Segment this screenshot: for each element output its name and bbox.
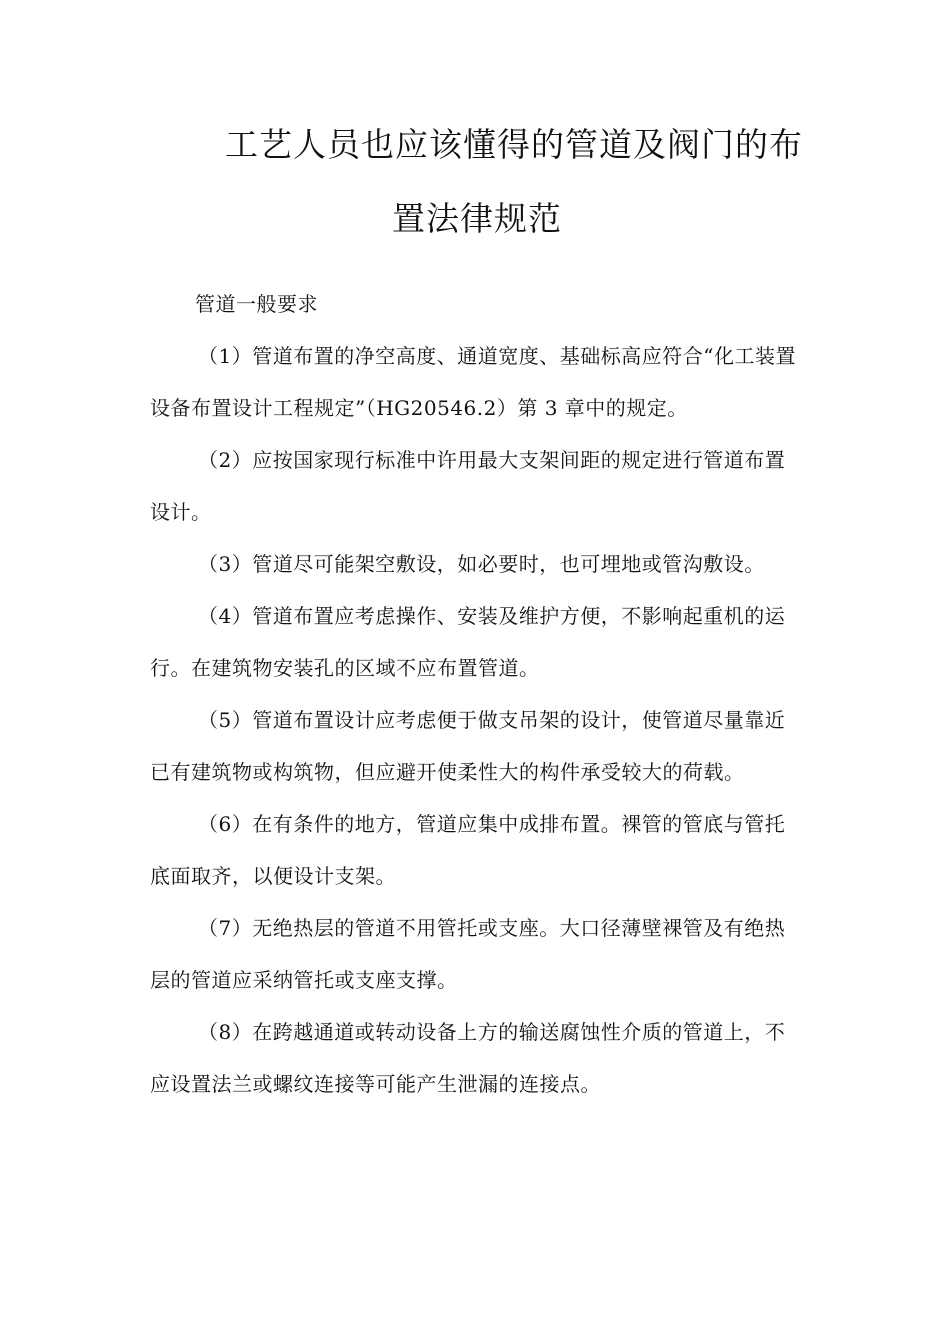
document-body (150, 278, 800, 1110)
paragraph-7: （7）无绝热层的管道不用管托或支座。大口径薄壁裸管及有绝热层的管道应采纳管托或支座支撑。 (150, 916, 786, 992)
paragraph-3: （3）管道尽可能架空敷设，如必要时，也可埋地或管沟敷设。 (198, 552, 765, 576)
paragraph-8: （8）在跨越通道或转动设备上方的输送腐蚀性介质的管道上，不应设置法兰或螺纹连接等可能产生泄漏的连接点。 (150, 1020, 786, 1096)
paragraph-6: （6）在有条件的地方，管道应集中成排布置。裸管的管底与管托底面取齐，以便设计支架。 (150, 812, 786, 888)
document-title-line-2: 置法律规范 (392, 199, 562, 238)
document-title-line-1: 工艺人员也应该懂得的管道及阀门的布 (225, 125, 803, 164)
section-heading: 管道一般要求 (195, 292, 318, 316)
paragraph-5: （5）管道布置设计应考虑便于做支吊架的设计，使管道尽量靠近已有建筑物或构筑物，但应避开使柔性大的构件承受较大的荷载。 (150, 708, 786, 784)
paragraph-4: （4）管道布置应考虑操作、安装及维护方便，不影响起重机的运行。在建筑物安装孔的区域不应布置管道。 (150, 604, 786, 680)
paragraph-1: （1）管道布置的净空高度、通道宽度、基础标高应符合“化工装置设备布置设计工程规定”（HG20546.2）第 3 章中的规定。 (150, 344, 796, 420)
paragraph-2: （2）应按国家现行标准中许用最大支架间距的规定进行管道布置设计。 (150, 448, 786, 524)
